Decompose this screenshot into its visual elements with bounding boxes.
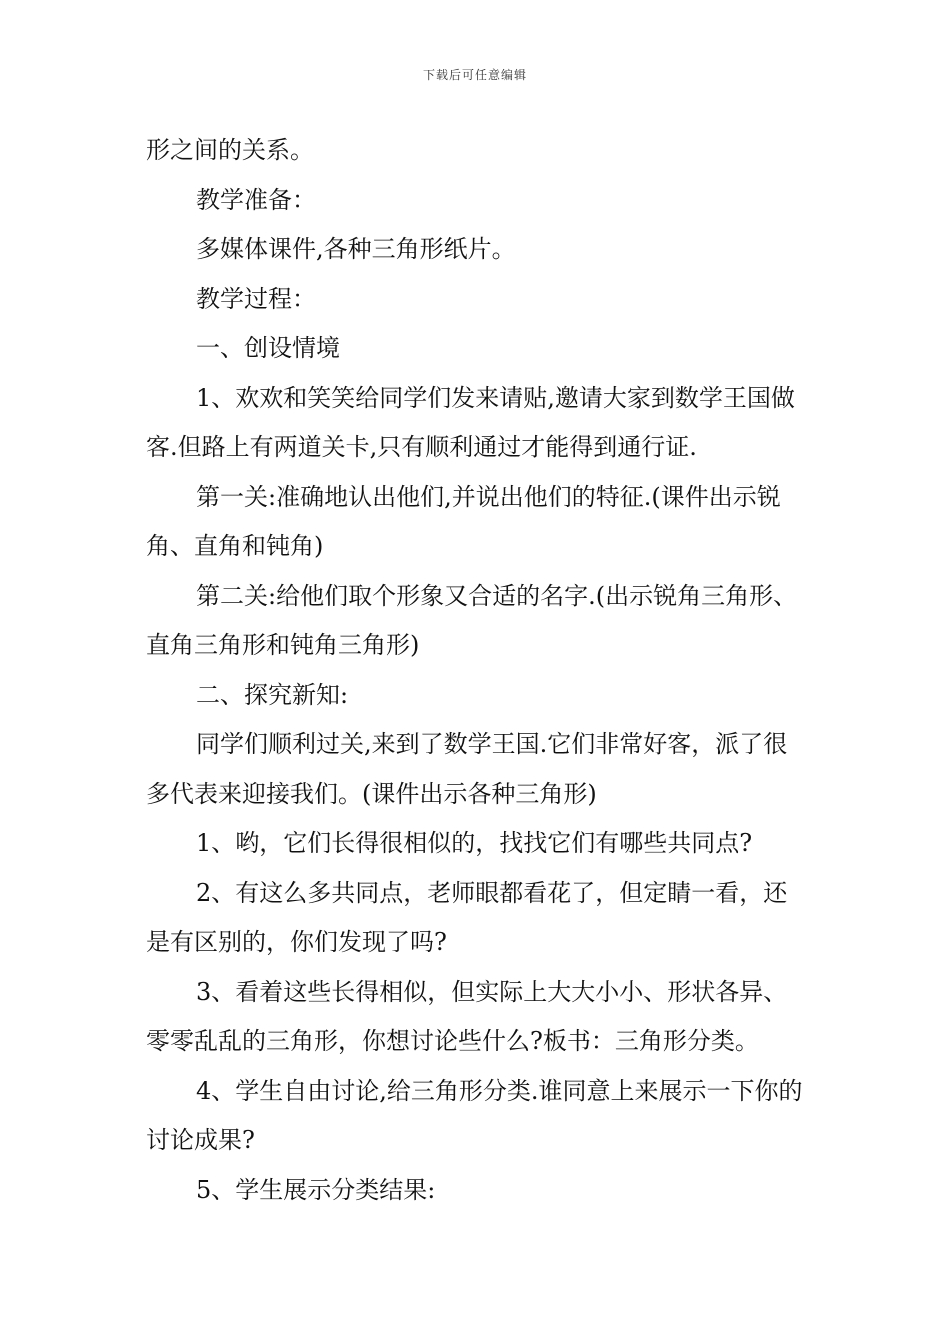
paragraph-1: 形之间的关系。 <box>146 136 314 164</box>
paragraph-12: 2、有这么多共同点，老师眼都看花了，但定睛一看，还是有区别的，你们发现了吗? <box>146 878 788 956</box>
paragraph-3: 多媒体课件,各种三角形纸片。 <box>196 235 516 263</box>
paragraph-9: 二、探究新知: <box>196 680 349 709</box>
paragraph-11: 1、哟，它们长得很相似的，找找它们有哪些共同点? <box>196 829 753 857</box>
paragraph-6: 1、欢欢和笑笑给同学们发来请贴,邀请大家到数学王国做客.但路上有两道关卡,只有顺利通过才能得到通行证. <box>146 383 795 461</box>
paragraph-15: 5、学生展示分类结果: <box>196 1175 436 1204</box>
paragraph-7: 第一关:准确地认出他们,并说出他们的特征.(课件出示锐角、直角和钝角) <box>146 482 781 560</box>
document-body <box>146 126 806 1215</box>
page-header: 下载后可任意编辑 <box>422 68 527 82</box>
paragraph-14: 4、学生自由讨论,给三角形分类.谁同意上来展示一下你的讨论成果? <box>146 1076 803 1154</box>
paragraph-2: 教学准备： <box>196 185 316 214</box>
paragraph-10: 同学们顺利过关,来到了数学王国.它们非常好客，派了很多代表来迎接我们。(课件出示各种三角形) <box>146 730 788 808</box>
paragraph-5: 一、创设情境 <box>196 334 340 362</box>
paragraph-8: 第二关:给他们取个形象又合适的名字.(出示锐角三角形、直角三角形和钝角三角形) <box>146 581 798 659</box>
paragraph-13: 3、看着这些长得相似，但实际上大大小小、形状各异、零零乱乱的三角形，你想讨论些什么?板书：三角形分类。 <box>146 977 788 1055</box>
paragraph-4: 教学过程： <box>196 284 316 313</box>
